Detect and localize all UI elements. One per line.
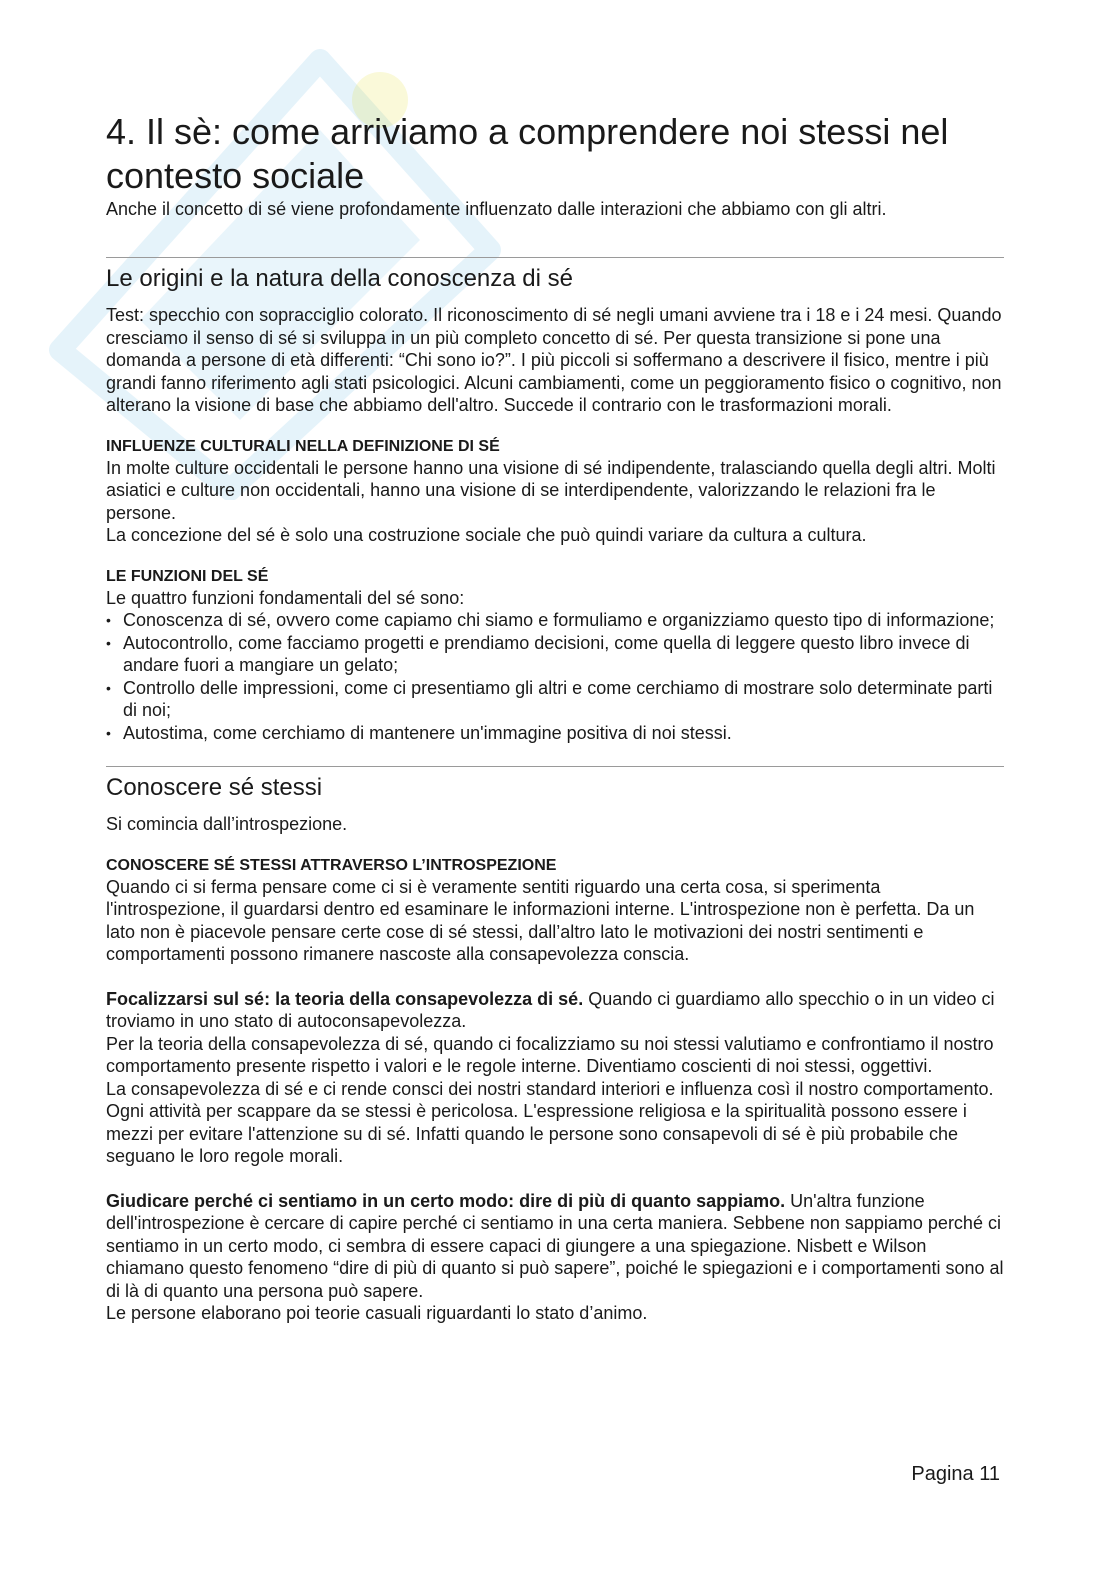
list-item: • Controllo delle impressioni, come ci presentiamo gli altri e come cerchiamo di mostrare solo determinate parti di noi; [106,677,1004,722]
bold-lead: Focalizzarsi sul sé: la teoria della consapevolezza di sé. [106,988,584,1009]
paragraph-text: Quando ci guardiamo allo specchio o in un video ci troviamo in uno stato di autoconsapevolezza. [106,988,995,1031]
subsection-heading: LE FUNZIONI DEL SÉ [106,567,269,585]
list-item: • Autocontrollo, come facciamo progetti e prendiamo decisioni, come quella di leggere questo libro invece di andare fuori a mangiare un gelato; [106,632,1004,677]
page-content [106,110,1004,1325]
functions-list [106,609,1004,744]
paragraph: Si comincia dall’introspezione. [106,814,348,834]
paragraph: Ogni attività per scappare da se stessi è pericolosa. L'espressione religiosa e la spiritualità possono essere i mezzi per evitare l'attenzione su di sé. Infatti quando le persone sono consapevoli di sé è più probabile che seguano le loro regole morali. [106,1101,967,1166]
list-item: • Conoscenza di sé, ovvero come capiamo chi siamo e formuliamo e organizziamo questo tipo di informazione; [106,609,1004,632]
paragraph: Le persone elaborano poi teorie casuali riguardanti lo stato d’animo. [106,1303,648,1323]
section-paragraph: Test: specchio con sopracciglio colorato. Il riconoscimento di sé negli umani avviene tra i 18 e i 24 mesi. Quando cresciamo il senso di sé si sviluppa in un più completo concetto di sé. Per questa transizione si pone una domanda a persone di età differenti: “Chi sono io?”. I più piccoli si soffermano a descrivere il fisico, mentre i più grandi fanno riferimento agli stati psicologici. Alcuni cambiamenti, come un peggioramento fisico o cognitivo, non alterano la visione di base che abbiamo dell'altro. Succede il contrario con le trasformazioni morali. [106,305,1002,415]
paragraph [106,1190,1004,1303]
paragraph [106,988,1004,1033]
list-item: • Autostima, come cerchiamo di mantenere un'immagine positiva di noi stessi. [106,722,1004,745]
page-number: Pagina 11 [911,1463,1000,1485]
paragraph: Le quattro funzioni fondamentali del sé sono: [106,587,465,608]
bold-lead: Giudicare perché ci sentiamo in un certo modo: dire di più di quanto sappiamo. [106,1190,786,1211]
paragraph: La concezione del sé è solo una costruzione sociale che può quindi variare da cultura a cultura. [106,525,867,545]
subsection-heading: CONOSCERE SÉ STESSI ATTRAVERSO L’INTROSPEZIONE [106,856,557,874]
subsection-heading: INFLUENZE CULTURALI NELLA DEFINIZIONE DI SÉ [106,437,500,455]
section-divider [106,257,1004,258]
page-title: 4. Il sè: come arriviamo a comprendere noi stessi nel contesto sociale [106,111,949,196]
paragraph-text: Un'altra funzione dell'introspezione è cercare di capire perché ci sentiamo in una certa maniera. Sebbene non sappiamo perché ci sentiamo in un certo modo, ci sembra di essere capaci di giungere a una spiegazione. Nisbett e Wilson chiamano questo fenomeno “dire di più di quanto si può sapere”, poiché le spiegazioni e i comportamenti sono al di là di quanto una persona può sapere. [106,1190,1004,1301]
paragraph: La consapevolezza di sé e ci rende consci dei nostri standard interiori e influenza così il nostro comportamento. [106,1078,994,1099]
section-heading: Conoscere sé stessi [106,774,323,801]
paragraph: In molte culture occidentali le persone hanno una visione di sé indipendente, tralasciando quella degli altri. Molti asiatici e culture non occidentali, hanno una visione di se interdipendente, valorizzando le relazioni fra le persone. [106,457,996,523]
intro-text: Anche il concetto di sé viene profondamente influenzato dalle interazioni che abbiamo con gli altri. [106,199,887,219]
section-heading: Le origini e la natura della conoscenza di sé [106,265,573,292]
paragraph: Per la teoria della consapevolezza di sé, quando ci focalizziamo su noi stessi valutiamo e confrontiamo il nostro comportamento presente rispetto i valori e le regole interne. Diventiamo coscienti di noi stessi, oggettivi. [106,1033,994,1076]
paragraph: Quando ci si ferma pensare come ci si è veramente sentiti riguardo una certa cosa, si sperimenta l'introspezione, il guardarsi dentro ed esaminare le informazioni interne. L'introspezione non è perfetta. Da un lato non è piacevole pensare certe cose di sé stessi, dall’altro lato le motivazioni dei nostri sentimenti e comportamenti possono rimanere nascoste alla consapevolezza conscia. [106,876,975,964]
section-divider [106,766,1004,767]
